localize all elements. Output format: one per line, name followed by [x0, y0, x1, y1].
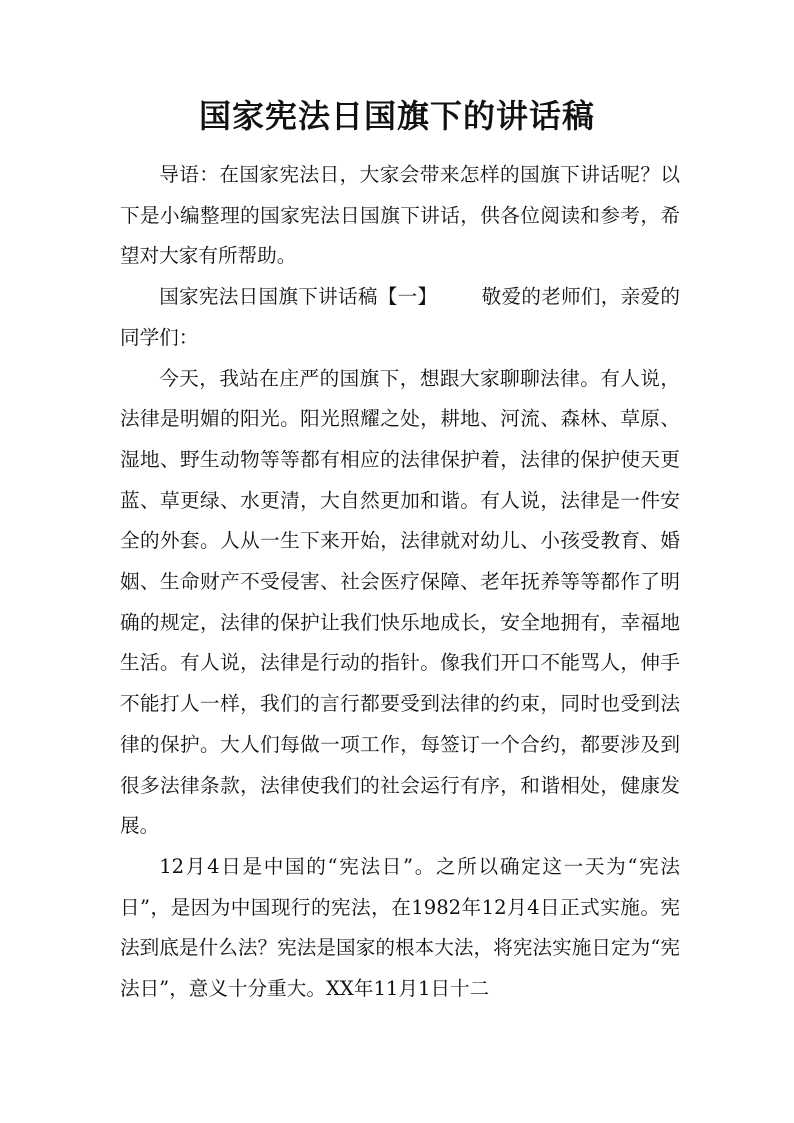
intro-paragraph: 导语：在国家宪法日，大家会带来怎样的国旗下讲话呢？以下是小编整理的国家宪法日国旗下讲话，供各位阅读和参考，希望对大家有所帮助。: [120, 163, 680, 268]
document-title: 国家宪法日国旗下的讲话稿: [198, 97, 595, 135]
salutation: 敬爱的老师们，亲爱的同学们：: [120, 285, 680, 349]
speech-paragraph: 今天，我站在庄严的国旗下，想跟大家聊聊法律。有人说，法律是明媚的阳光。阳光照耀之处，耕地、河流、森林、草原、湿地、野生动物等等都有相应的法律保护着，法律的保护使天更蓝、草更绿、水更清，大自然更加和谐。有人说，法律是一件安全的外套。人从一生下来开始，法律就对幼儿、小孩受教育、婚姻、生命财产不受侵害、社会医疗保障、老年抚养等等都作了明确的规定，法律的保护让我们快乐地成长，安全地拥有，幸福地生活。有人说，法律是行动的指针。像我们开口不能骂人，伸手不能打人一样，我们的言行都要受到法律的约束，同时也受到法律的保护。大人们每做一项工作，每签订一个合约，都要涉及到很多法律条款，法律使我们的社会运行有序，和谐相处，健康发展。: [120, 366, 680, 838]
heading-salutation-paragraph: [120, 277, 680, 358]
document-body: [120, 155, 680, 1010]
constitution-day-paragraph: 12月4日是中国的“宪法日”。之所以确定这一天为“宪法日”，是因为中国现行的宪法，在1982年12月4日正式实施。宪法到底是什么法？宪法是国家的根本大法，将宪法实施日定为“宪法日”，意义十分重大。XX年11月1日十二: [120, 854, 680, 1001]
section-heading: 国家宪法日国旗下讲话稿【一】: [159, 285, 438, 309]
